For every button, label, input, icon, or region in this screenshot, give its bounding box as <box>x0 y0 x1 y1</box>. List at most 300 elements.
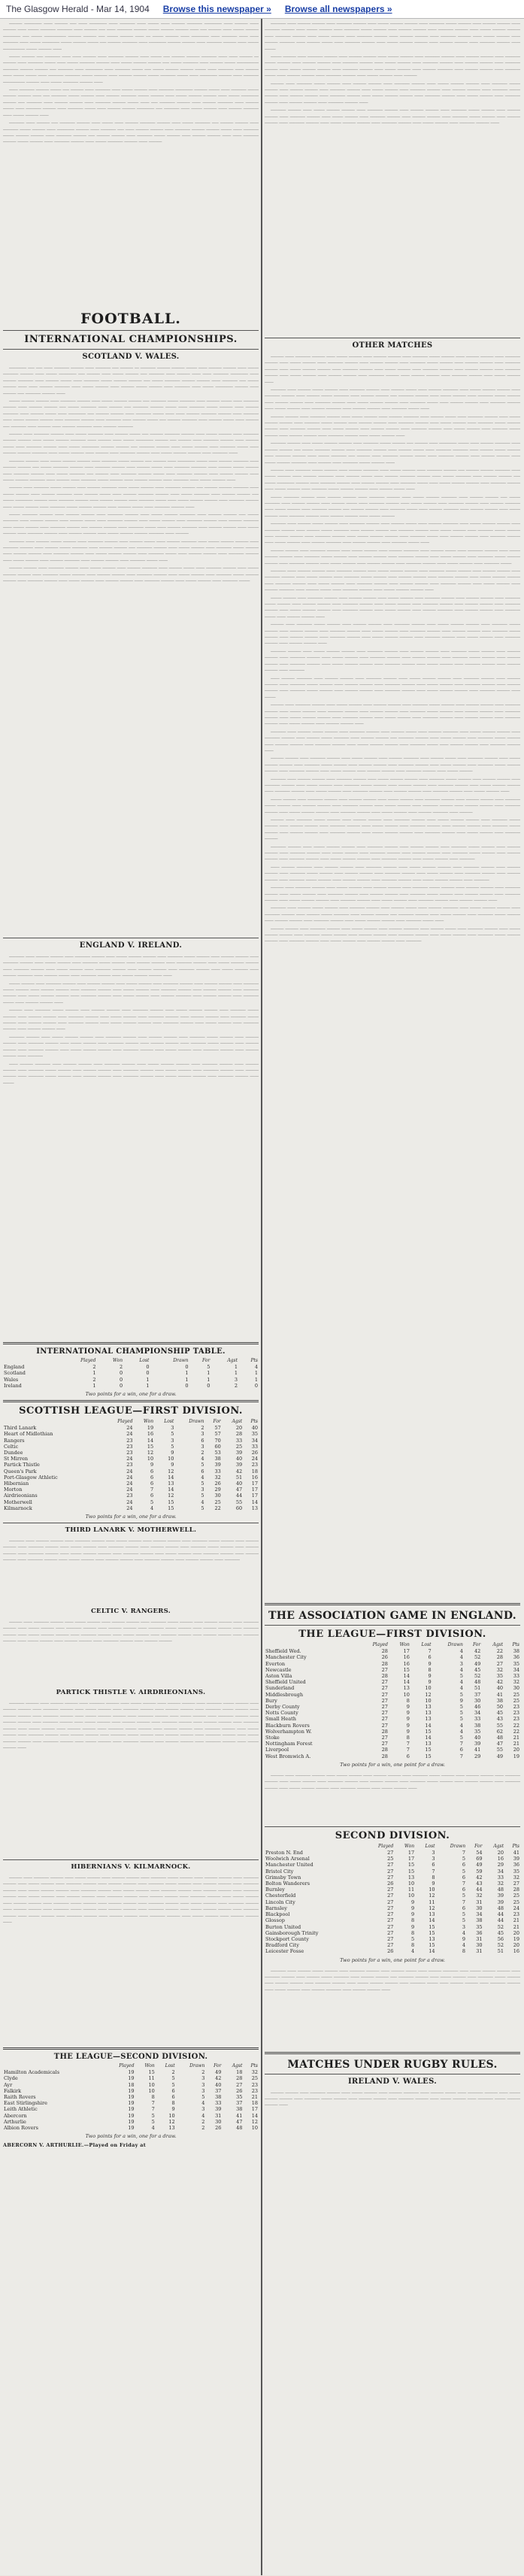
stat-cell: 21 <box>513 1735 519 1741</box>
stat-cell: 41 <box>236 2112 243 2119</box>
stat-cell: 22 <box>496 1648 504 1655</box>
team-name: Woolwich Arsenal <box>265 1856 310 1862</box>
stat-cell: 12 <box>168 1493 174 1499</box>
stat-cell: 27 <box>387 1911 394 1918</box>
english-first-division-heading: THE LEAGUE—FIRST DIVISION. <box>298 1629 486 1640</box>
england-ireland-report: _______ ____ ______ ______ ____ _______ ______ ____ _____ ______ ______ ____ _______ _____ ______ ____ ______ ______ ____ _______ ______ ____ _____ ______ ____ _______ _____ ______ ____ ______ ______ ____ _______ ______ ____ _____ ______ ______ ____ _______ ______ ____ _____ ______ ____ _______ ______ ____ ______ ______ ____ _______ ______ ____ _____ ______ ____ ______ _______ ____ ______ _____ ____ _______ ______ ____ _____ ______ ______ ____ _____ ______ ____ _______ ______ ____ ______ ______ ____ _____ ______ ____ _______ ______ ____ ______ ______ ____ _______ _____ ______ ____ ______ ______ ____ _______ ______ ____ _____ ______ ____ _______ ______ ____ ______ ______ ____ _______ ______ ____ _____ ______ ______ ____ _______ ______ ____ _____ ______ ____ ______ _______ ____ ______ ______ ____ _______ _____ ____ ______ ______ ____ ______ ____ _______ _____ ______ ____ ______ ______ ____ _______ ______ ____ _____ ______ ______ ____ _______ _____ ______ ____ ______ ______ ____ _______ ______ ____ _____ ______ ____ _______ ______ ____ ______ ______ ____ _______ _____ ______ ____ ______ ______ ____ _______ ______ ____ _____ ______ ______ ____ _______ ______ ____ _____ ______ ____ _______ ______ ____ ______ ______ ____ _______ ______ ____ _____ ______ ______ ____ _______ ______ ____ ______ ______ ____ _______ _____ ______ ____ ______ ______ ____ _______ ______ ____ _____ ______ ____ _______ ______ ____ ______ ______ ____ _______ _____ ______ ____ ______ ______ ____ _______ ______ ____ _____ ______ ______ ____ _______ ______ ____ _____ ______ ____ _______ ______ ____ ______ ______ ____ _______ ____ ______ _______ ____ ______ ______ ____ _______ ______ ____ _____ ______ ______ ____ _______ ______ ____ ______ ______ ____ _______ _____ ______ ____ ______ ______ ____ _______ ______ ____ _____ ______ ____ _______ ______ ____ ______ ______ ____ _______ _____ ______ ____ ______ ______ ____ _______ ______ ____ _____ ______ ______ ____ _______ ______ ____ _____ <box>3 952 259 1083</box>
stat-cell: 7 <box>151 2106 155 2113</box>
table-row <box>265 1692 520 1698</box>
stat-cell: 57 <box>214 1425 221 1432</box>
stat-cell: 4 <box>462 1929 466 1936</box>
stat-cell: 50 <box>496 1704 504 1711</box>
stat-cell: 9 <box>171 1462 174 1468</box>
team-name: Hamilton Academicals <box>4 2069 60 2076</box>
stat-cell: 1 <box>185 1376 189 1383</box>
table-row <box>265 1735 520 1741</box>
table-row <box>265 1710 520 1716</box>
stat-cell: 42 <box>476 1874 483 1880</box>
stat-cell: 41 <box>474 1747 481 1753</box>
stat-cell: 1 <box>234 1364 238 1371</box>
team-name: Ireland <box>4 1382 22 1389</box>
stat-cell: 0 <box>185 1364 189 1371</box>
stat-cell: 5 <box>171 1443 174 1450</box>
col-header: Lost <box>425 1843 435 1849</box>
stat-cell: 38 <box>476 1917 483 1924</box>
table-row <box>3 1370 259 1376</box>
stat-cell: 4 <box>254 1364 258 1371</box>
table-header-row <box>3 2063 259 2069</box>
stat-cell: 25 <box>251 2075 258 2082</box>
stat-cell: 42 <box>496 1679 504 1686</box>
stat-cell: 30 <box>476 1905 483 1911</box>
table-header-row <box>265 1844 520 1850</box>
match-report: _______ ______ ____ ______ ______ ____ _______ ______ ____ _____ ______ ____ ______ ______ ____ _______ _____ ______ ____ ______ ______ ____ _______ ______ ____ _____ ______ ____ _______ ______ ____ ______ ______ ____ _______ _____ ______ ____ ______ ______ ____ _______ ______ ____ _____ ______ ______ ____ _______ ______ ____ _____ ______ ____ _______ ______ ____ ______ ______ ____ _______ ______ ____ _____ ______ ____ ______ ______ ____ _______ ______ ____ ______ ______ ____ _______ ______ ____ _____ ______ ____ ______ ______ ____ _______ _____ ______ ____ ______ ______ ____ _______ ______ ____ _____ ______ ____ _______ ______ ____ ______ ______ ____ _______ _____ ______ ____ ______ ______ ____ _______ ______ ____ _____ ______ ______ ____ _______ ______ ____ _____ ______ ____ _______ ______ ____ ______ ______ ____ _______ ______ ____ _____ ______ ____ <box>3 1699 259 1748</box>
col-header: For <box>474 1843 483 1849</box>
stat-cell: 4 <box>201 1499 204 1505</box>
stat-cell: 7 <box>151 2100 155 2107</box>
association-game-heading: THE ASSOCIATION GAME IN ENGLAND. <box>268 1610 516 1622</box>
stat-cell: 10 <box>148 2081 155 2088</box>
stat-cell: 15 <box>429 1942 435 1949</box>
stat-cell: 9 <box>410 1899 415 1905</box>
stat-cell: 35 <box>251 1431 258 1438</box>
stat-cell: 6 <box>428 1654 432 1661</box>
divider <box>265 1826 520 1827</box>
stat-cell: 32 <box>496 1666 504 1673</box>
stat-cell: 6 <box>150 1474 154 1480</box>
table-note: Two points for a win, one for a draw. <box>85 2133 177 2140</box>
stat-cell: 27 <box>387 1887 394 1893</box>
stat-cell: 8 <box>151 2094 155 2101</box>
stat-cell: 29 <box>214 1487 221 1493</box>
stat-cell: 41 <box>496 1691 504 1698</box>
stat-cell: 2 <box>201 1450 204 1456</box>
stat-cell: 54 <box>476 1850 483 1856</box>
stat-cell: 56 <box>497 1935 504 1942</box>
results-text: ______ ____ _______ ______ ____ _____ ______ ____ ______ ______ ____ _______ _____ ______ ____ ______ ______ ____ _______ ______ ____ _____ ______ ____ _______ ______ ____ ______ ______ ____ _______ _____ ______ ____ ______ ______ ____ _______ ______ ____ _____ ______ ______ ____ _______ ______ ____ _____ ______ ____ <box>265 1770 520 1789</box>
stat-cell: 5 <box>171 2081 175 2088</box>
table-row <box>265 1917 520 1923</box>
stat-cell: 6 <box>406 1753 410 1759</box>
stat-cell: 6 <box>462 1874 466 1880</box>
divider <box>265 1625 520 1626</box>
stat-cell: 12 <box>168 1468 174 1474</box>
team-name: Raith Rovers <box>4 2094 36 2101</box>
col-header: Agst <box>492 1642 504 1647</box>
scotland-wales-report: ________ ___ ___ ____ _______ ______ ____ _______ ___ ______ __ _______ ______ ______ _____ ____ ______ ______ ____ _____ _______ ______ ____ _____ ________ ___ ______ ____ _____ ______ ___ _______ ____ ______ ____ ____ _______ ________ ____ ______ _______ ____ ______ _____ ____ _______ _____ ______ ______ ___ _____ _______ ______ ______ ____ _______ ___ _____ ______ ____ ____ ______ _______ ____ _____ ______ ____ ______ _____ ______ ____ _______ ____ _____ ________ ______ ____ ______ ___ _______ ______ ____ _____ ______ ______ ____ _______ ______ ____ _____ ______ ______ ___ _______ _____ _______ ____ ______ _____ ____ _______ ______ ____ ______ ______ ___ _____ _______ ____ ______ ___ _______ ______ _____ ____ _______ _____ ______ ____ ______ _______ ____ ______ _____ ____ ________ ___ ______ ______ ____ _______ _____ ____ ____ ______ _______ ______ ____ _______ ____ _____ ______ ______ ____ _______ ______ ____ _______ ____ ______ _____ ___ ______ _______ ____ ______ _____ ____ ______ ___ _______ ____ ______ ____ ______ _______ ____ ______ _______ ______ ____ _______ ______ ____ _____ _______ ____ ______ _____ ___ ______ _______ ______ ____ _____ ______ ____ _______ ______ ______ ____ _____ ______ _______ ____ ______ ____ _____ ________ ______ ___ ______ ____ _______ ______ ____ ______ _____ ____ _______ ______ ____ _____ ________ ______ ______ ___ _______ ______ ____ _____ ______ ____ _______ _____ ____ ______ ______ _______ ____ _____ ______ ____ ______ ____ _______ ______ ____ _____ ______ ______ ____ _______ ____ _______ ______ ____ _____ ______ ______ ____ _______ _____ ______ ___ ______ ____ ________ _____ ____ ______ _______ ____ ______ ______ ___ _____ _______ ______ ____ _______ ______ ____ ______ _____ ____ _______ _______ ____ ______ _____ ______ ____ _______ ______ ____ _____ _______ ___ ______ ____ _______ ______ _____ ____ _______ ______ ____ ______ ______ ____ _____ ______ _______ ____ ______ ____ _______ _____ ______ ____ ______ ______ ____ _______ ____ _____ ______ ____ ______ ____ _______ _____ ______ ____ ______ _______ ____ _____ ______ ____ _______ ______ ___ ______ ______ _______ ____ _____ ______ ____ ______ _______ ____ ______ _____ ____ ______ _______ ______ ____ _____ _______ ____ ______ ______ ___ _____ ________ ______ ____ _______ ______ ____ ______ ______ ____ _______ _____ ____ _____ ______ ______ ____ _______ ______ ____ _____ ______ ____ _______ _____ ______ ______ ____ ______ _____ ____ _______ ______ ____ _____ _______ ______ ____ ______ ______ ____ _______ ______ ____ _____ ______ _______ ____ ______ ______ ___ _____ _______ ____ ______ ______ ____ ______ _____ ____ _______ ______ ____ _____ ______ ____ _______ ______ ____ ______ _______ ____ _____ ______ ____ _______ ______ ___ ______ ______ ____ _______ _____ ____ ______ _______ ____ ______ ______ ____ _____ ______ ____ _______ ______ ____ ______ ______ ____ _____ ______ ______ _______ ____ ______ _______ ____ ______ _____ ______ ____ _______ ______ ____ ______ _____ ____ ______ _______ ____ _____ ______ ______ ____ _______ ______ ____ ______ _____ _______ ____ ______ ______ ___ _______ ______ ____ _____ ______ ____ _______ _____ ______ ____ ______ ______ ____ _______ ______ ____ _____ ______ ______ ____ _______ _____ ____ ______ ______ ____ _______ ______ ____ _____ ______ ____ ______ _______ ____ ______ ______ ____ _______ _____ ____ ______ ______ ____ _______ ______ ____ _____ ______ ____ ______ _______ ____ ______ _____ ____ _______ ______ ____ _____ ______ ______ ____ _______ _____ ______ ____ ______ ______ ____ _______ ______ ____ _____ ______ ____ _______ _____ ______ ______ ____ _______ ______ ____ _____ ______ ____ ______ ______ ____ _______ ______ ____ _____ ______ ____ _______ _____ <box>3 363 259 581</box>
stat-cell: 27 <box>496 1660 504 1667</box>
stat-cell: 5 <box>459 1716 463 1723</box>
stat-cell: 34 <box>497 1868 504 1874</box>
stat-cell: 27 <box>381 1735 388 1741</box>
stat-cell: 9 <box>459 1697 463 1704</box>
table-row <box>3 2113 259 2119</box>
stat-cell: 37 <box>215 2087 222 2094</box>
stat-cell: 25 <box>214 1499 221 1505</box>
table-row <box>265 1942 520 1948</box>
stat-cell: 12 <box>168 2118 175 2125</box>
scottish-league-second-division-table <box>3 2063 259 2131</box>
table-row <box>265 1679 520 1685</box>
stat-cell: 47 <box>236 2118 243 2125</box>
newspaper-page <box>0 19 524 2575</box>
stat-cell: 40 <box>235 1480 243 1487</box>
stat-cell: 14 <box>251 1499 258 1505</box>
stat-cell: 28 <box>513 1887 519 1893</box>
stat-cell: 5 <box>171 1431 174 1438</box>
stat-cell: 38 <box>513 1648 519 1655</box>
stat-cell: 10 <box>168 1456 174 1462</box>
stat-cell: 31 <box>215 2112 222 2119</box>
table-row <box>265 1899 520 1905</box>
stat-cell: 26 <box>387 1948 394 1955</box>
team-name: Manchester United <box>265 1862 313 1868</box>
table-row <box>3 1364 259 1370</box>
stat-cell: 25 <box>513 1893 519 1899</box>
stat-cell: 1 <box>207 1370 211 1377</box>
table-row <box>3 1383 259 1389</box>
team-name: Queen's Park <box>4 1468 37 1474</box>
stat-cell: 20 <box>513 1942 519 1949</box>
stat-cell: 27 <box>387 1850 394 1856</box>
stat-cell: 21 <box>251 2094 258 2101</box>
stat-cell: 39 <box>513 1856 519 1862</box>
col-header <box>3 2063 105 2069</box>
stat-cell: 3 <box>201 2106 205 2113</box>
table-row <box>3 2119 259 2125</box>
stat-cell: 7 <box>462 1880 466 1887</box>
table-row <box>265 1704 520 1710</box>
stat-cell: 27 <box>387 1917 394 1924</box>
stat-cell: 33 <box>235 1437 243 1444</box>
stat-cell: 5 <box>462 1893 466 1899</box>
stat-cell: 15 <box>429 1923 435 1930</box>
col-header: For <box>202 1358 211 1363</box>
team-name: Preston N. End <box>265 1850 303 1856</box>
stat-cell: 38 <box>474 1722 481 1729</box>
stat-cell: 26 <box>236 2087 243 2094</box>
hibernians-kilmarnock-heading: HIBERNIANS V. KILMARNOCK. <box>71 1863 191 1871</box>
stat-cell: 14 <box>425 1735 432 1741</box>
stat-cell: 25 <box>513 1691 519 1698</box>
col-header: Drawn <box>173 1358 189 1363</box>
english-second-division-heading: SECOND DIVISION. <box>335 1829 450 1841</box>
team-name: Bradford City <box>265 1942 299 1949</box>
stat-cell: 9 <box>428 1660 432 1667</box>
stat-cell: 24 <box>126 1474 133 1480</box>
team-name: East Stirlingshire <box>4 2100 47 2107</box>
stat-cell: 15 <box>425 1728 432 1735</box>
stat-cell: 9 <box>406 1722 410 1729</box>
col-header: Pts <box>250 1358 258 1363</box>
team-name: Kilmarnock <box>4 1505 32 1511</box>
stat-cell: 28 <box>235 1431 243 1438</box>
stat-cell: 14 <box>168 1474 174 1480</box>
team-name: Wolverhampton W. <box>265 1728 312 1735</box>
stat-cell: 15 <box>407 1862 415 1868</box>
stat-cell: 18 <box>251 2100 258 2107</box>
browse-all-newspapers-link[interactable]: Browse all newspapers » <box>284 4 392 14</box>
stat-cell: 8 <box>171 2100 175 2107</box>
stat-cell: 11 <box>407 1887 415 1893</box>
col-header: Played <box>119 2063 135 2069</box>
stat-cell: 40 <box>496 1685 504 1692</box>
stat-cell: 52 <box>497 1923 504 1930</box>
stat-cell: 27 <box>236 2081 243 2088</box>
stat-cell: 38 <box>214 1456 221 1462</box>
stat-cell: 19 <box>147 1425 154 1432</box>
stat-cell: 8 <box>406 1697 410 1704</box>
team-name: Bristol City <box>265 1868 294 1874</box>
table-row <box>3 1450 259 1456</box>
stat-cell: 27 <box>381 1716 388 1723</box>
stat-cell: 35 <box>476 1923 483 1930</box>
stat-cell: 1 <box>146 1376 150 1383</box>
stat-cell: 23 <box>513 1911 519 1918</box>
stat-cell: 40 <box>235 1456 243 1462</box>
col-header: Agst <box>232 1419 243 1425</box>
team-name: Hibernian <box>4 1480 29 1487</box>
team-name: Bolton Wanderers <box>265 1880 310 1887</box>
stat-cell: 7 <box>150 1487 154 1493</box>
stat-cell: 40 <box>474 1735 481 1741</box>
stat-cell: 27 <box>387 1862 394 1868</box>
table-row <box>265 1905 520 1911</box>
table-row <box>265 1948 520 1954</box>
stat-cell: 26 <box>387 1880 394 1887</box>
stat-cell: 2 <box>120 1364 123 1371</box>
stat-cell: 13 <box>425 1741 432 1747</box>
stat-cell: 62 <box>496 1728 504 1735</box>
stat-cell: 27 <box>513 1880 519 1887</box>
stat-cell: 33 <box>251 1443 258 1450</box>
stat-cell: 27 <box>387 1893 394 1899</box>
stat-cell: 5 <box>207 1364 211 1371</box>
stat-cell: 13 <box>407 1874 415 1880</box>
stat-cell: 14 <box>168 1487 174 1493</box>
stat-cell: 34 <box>476 1911 483 1918</box>
team-name: Burnley <box>265 1887 285 1893</box>
celtic-rangers-heading: CELTIC V. RANGERS. <box>90 1608 171 1616</box>
stat-cell: 39 <box>497 1893 504 1899</box>
stat-cell: 14 <box>251 2112 258 2119</box>
stat-cell: 31 <box>476 1935 483 1942</box>
browse-this-newspaper-link[interactable]: Browse this newspaper » <box>162 4 271 14</box>
stat-cell: 28 <box>381 1648 388 1655</box>
table-row <box>265 1850 520 1856</box>
team-name: Dundee <box>4 1450 23 1456</box>
stat-cell: 2 <box>92 1376 96 1383</box>
stat-cell: 19 <box>128 2069 135 2076</box>
stat-cell: 43 <box>496 1716 504 1723</box>
stat-cell: 0 <box>120 1376 123 1383</box>
stat-cell: 4 <box>459 1722 463 1729</box>
team-name: Barnsley <box>265 1905 287 1911</box>
col-header <box>3 1358 57 1364</box>
stat-cell: 27 <box>387 1874 394 1880</box>
stat-cell: 27 <box>387 1899 394 1905</box>
stat-cell: 3 <box>201 2075 205 2082</box>
table-row <box>265 1661 520 1667</box>
stat-cell: 17 <box>251 1480 258 1487</box>
stat-cell: 17 <box>251 1493 258 1499</box>
column-rule <box>261 19 262 2575</box>
stat-cell: 52 <box>474 1673 481 1680</box>
col-header: Won <box>112 1358 123 1363</box>
team-name: England <box>4 1364 25 1371</box>
table-row <box>265 1648 520 1654</box>
stat-cell: 36 <box>513 1654 519 1661</box>
col-header: For <box>472 1642 481 1647</box>
stat-cell: 28 <box>381 1728 388 1735</box>
stat-cell: 23 <box>251 2087 258 2094</box>
stat-cell: 13 <box>425 1704 432 1711</box>
stat-cell: 1 <box>254 1376 258 1383</box>
stat-cell: 14 <box>403 1679 410 1686</box>
stat-cell: 35 <box>496 1673 504 1680</box>
table-row <box>265 1887 520 1893</box>
stat-cell: 36 <box>476 1929 483 1936</box>
team-name: Wales <box>4 1376 19 1383</box>
stat-cell: 23 <box>126 1450 133 1456</box>
stat-cell: 0 <box>254 1382 258 1389</box>
stat-cell: 34 <box>251 1437 258 1444</box>
stat-cell: 24 <box>126 1431 133 1438</box>
stat-cell: 24 <box>513 1905 519 1911</box>
scottish-league-heading: SCOTTISH LEAGUE—FIRST DIVISION. <box>19 1405 243 1417</box>
stat-cell: 32 <box>214 1474 221 1480</box>
stat-cell: 4 <box>462 1942 466 1949</box>
stat-cell: 39 <box>214 1462 221 1468</box>
table-row <box>3 1456 259 1462</box>
stat-cell: 16 <box>497 1856 504 1862</box>
stat-cell: 23 <box>126 1443 133 1450</box>
stat-cell: 13 <box>429 1935 435 1942</box>
stat-cell: 27 <box>381 1722 388 1729</box>
table-row <box>265 1698 520 1704</box>
table-row <box>265 1729 520 1735</box>
stat-cell: 3 <box>432 1850 435 1856</box>
stat-cell: 3 <box>459 1660 463 1667</box>
stat-cell: 9 <box>406 1716 410 1723</box>
stat-cell: 26 <box>214 1480 221 1487</box>
team-name: Airdrieonians <box>4 1493 38 1499</box>
football-heading: FOOTBALL. <box>80 311 181 327</box>
stat-cell: 0 <box>120 1370 123 1377</box>
stat-cell: 28 <box>236 2075 243 2082</box>
stat-cell: 30 <box>474 1697 481 1704</box>
stat-cell: 13 <box>168 1480 174 1487</box>
stat-cell: 6 <box>150 1468 154 1474</box>
col-header: Won <box>404 1843 415 1849</box>
stat-cell: 40 <box>215 2081 222 2088</box>
stat-cell: 0 <box>146 1364 150 1371</box>
col-header: Drawn <box>450 1843 466 1849</box>
table-row <box>265 1753 520 1759</box>
stat-cell: 1 <box>254 1370 258 1377</box>
stat-cell: 13 <box>425 1710 432 1717</box>
team-name: Blackpool <box>265 1911 290 1918</box>
stat-cell: 3 <box>201 1431 204 1438</box>
stat-cell: 27 <box>381 1666 388 1673</box>
stat-cell: 16 <box>147 1431 154 1438</box>
stat-cell: 8 <box>406 1735 410 1741</box>
table-row <box>3 1499 259 1505</box>
stat-cell: 8 <box>410 1942 415 1949</box>
stat-cell: 19 <box>128 2112 135 2119</box>
championship-table-heading: INTERNATIONAL CHAMPIONSHIP TABLE. <box>36 1347 226 1356</box>
stat-cell: 5 <box>151 2118 155 2125</box>
stat-cell: 4 <box>459 1679 463 1686</box>
stat-cell: 33 <box>474 1716 481 1723</box>
right-column-top-text: _______ ____ ______ ______ ____ _______ ______ ____ _____ ______ ______ ____ _______ _____ ______ ____ ______ ______ ____ _______ ______ ____ _____ ______ ____ _______ _____ ______ ____ ______ ______ ____ _______ ______ ____ _____ ______ ______ ____ _______ ______ ____ _____ ______ ____ _______ ______ ____ ______ ______ ____ _______ ______ ____ _____ ______ ____ ______ _______ ____ ______ _____ ____ _______ ______ ____ _____ ______ ______ ____ ______ ______ ____ _______ ______ ____ _____ _____ ______ ____ _______ ______ ____ ______ ______ ____ _____ ______ ____ _______ ______ ____ ______ ______ ____ _______ _____ ______ ____ ______ ______ ____ _______ ______ ____ _____ ______ ____ _______ ______ ____ ______ ______ ____ _______ ______ ____ _____ ______ ______ ____ _______ ______ ____ _____ ______ ____ ______ _______ ____ ______ ______ ____ _______ _____ ____ ______ ______ ____ _______ ______ ____ _____ ______ ____ ______ ______ ____ _______ _____ ______ ____ ______ ______ ____ _______ ______ ____ _____ ______ ______ ____ _______ _____ ______ ____ ______ ______ ____ _______ ______ ____ _____ ______ ____ _______ ______ ____ ______ ______ ____ _______ _____ ______ ____ ______ ______ ____ _______ ______ ____ _____ ______ ______ ____ _______ ______ ____ _____ ______ ____ _______ ______ ____ ______ ______ ____ _______ ______ ____ _______ ______ ____ _____ ______ ______ ____ _______ ______ ____ ______ ______ ____ _______ _____ ______ ____ ______ ______ ____ _______ ______ ____ _____ ______ ____ _______ ______ ____ ______ ______ ____ _______ _____ ______ ____ ______ ______ ____ _______ ______ ____ _____ ______ ______ ____ _______ ______ ____ _____ ______ ____ _______ ______ ____ <box>265 19 520 124</box>
stat-cell: 7 <box>432 1868 435 1874</box>
stat-cell: 27 <box>381 1704 388 1711</box>
col-header: Won <box>143 1419 154 1425</box>
table-row <box>3 1505 259 1511</box>
stat-cell: 27 <box>381 1710 388 1717</box>
table-row <box>265 1936 520 1942</box>
team-name: Partick Thistle <box>4 1462 40 1468</box>
stat-cell: 3 <box>234 1376 238 1383</box>
stat-cell: 28 <box>496 1654 504 1661</box>
stat-cell: 19 <box>128 2075 135 2082</box>
divider <box>3 349 259 350</box>
stat-cell: 22 <box>513 1728 519 1735</box>
col-header: Lost <box>421 1642 432 1647</box>
stat-cell: 31 <box>476 1899 483 1905</box>
stat-cell: 46 <box>474 1704 481 1711</box>
stat-cell: 11 <box>429 1899 435 1905</box>
team-name: Everton <box>265 1660 286 1667</box>
col-header: Pts <box>250 1419 258 1425</box>
team-name: St Mirren <box>4 1456 29 1462</box>
partick-airdrie-heading: PARTICK THISTLE V. AIRDRIEONIANS. <box>56 1689 206 1697</box>
stat-cell: 39 <box>235 1450 243 1456</box>
team-name: Scotland <box>4 1370 26 1377</box>
stat-cell: 35 <box>513 1660 519 1667</box>
col-header: Lost <box>139 1358 150 1363</box>
col-header: Pts <box>512 1642 519 1647</box>
stat-cell: 51 <box>474 1685 481 1692</box>
stat-cell: 49 <box>215 2069 222 2076</box>
col-header: Pts <box>250 2063 258 2069</box>
stat-cell: 24 <box>126 1480 133 1487</box>
stat-cell: 32 <box>513 1679 519 1686</box>
stat-cell: 9 <box>406 1728 410 1735</box>
stat-cell: 23 <box>513 1716 519 1723</box>
stat-cell: 32 <box>513 1874 519 1880</box>
stat-cell: 60 <box>214 1443 221 1450</box>
team-name: Derby County <box>265 1704 300 1711</box>
team-name: Nottingham Forest <box>265 1741 313 1747</box>
divider <box>265 1603 520 1605</box>
col-header: Drawn <box>447 1642 463 1647</box>
stat-cell: 6 <box>462 1887 466 1893</box>
stat-cell: 3 <box>171 1425 174 1432</box>
table-row <box>265 1716 520 1722</box>
team-name: Lincoln City <box>265 1899 295 1905</box>
col-header: For <box>213 1419 221 1425</box>
stat-cell: 16 <box>513 1948 519 1955</box>
divider <box>3 330 259 331</box>
stat-cell: 17 <box>407 1856 415 1862</box>
stat-cell: 44 <box>497 1911 504 1918</box>
table-header-row <box>3 1358 259 1364</box>
stat-cell: 33 <box>215 2100 222 2107</box>
stat-cell: 0 <box>146 1370 150 1377</box>
stat-cell: 48 <box>497 1905 504 1911</box>
